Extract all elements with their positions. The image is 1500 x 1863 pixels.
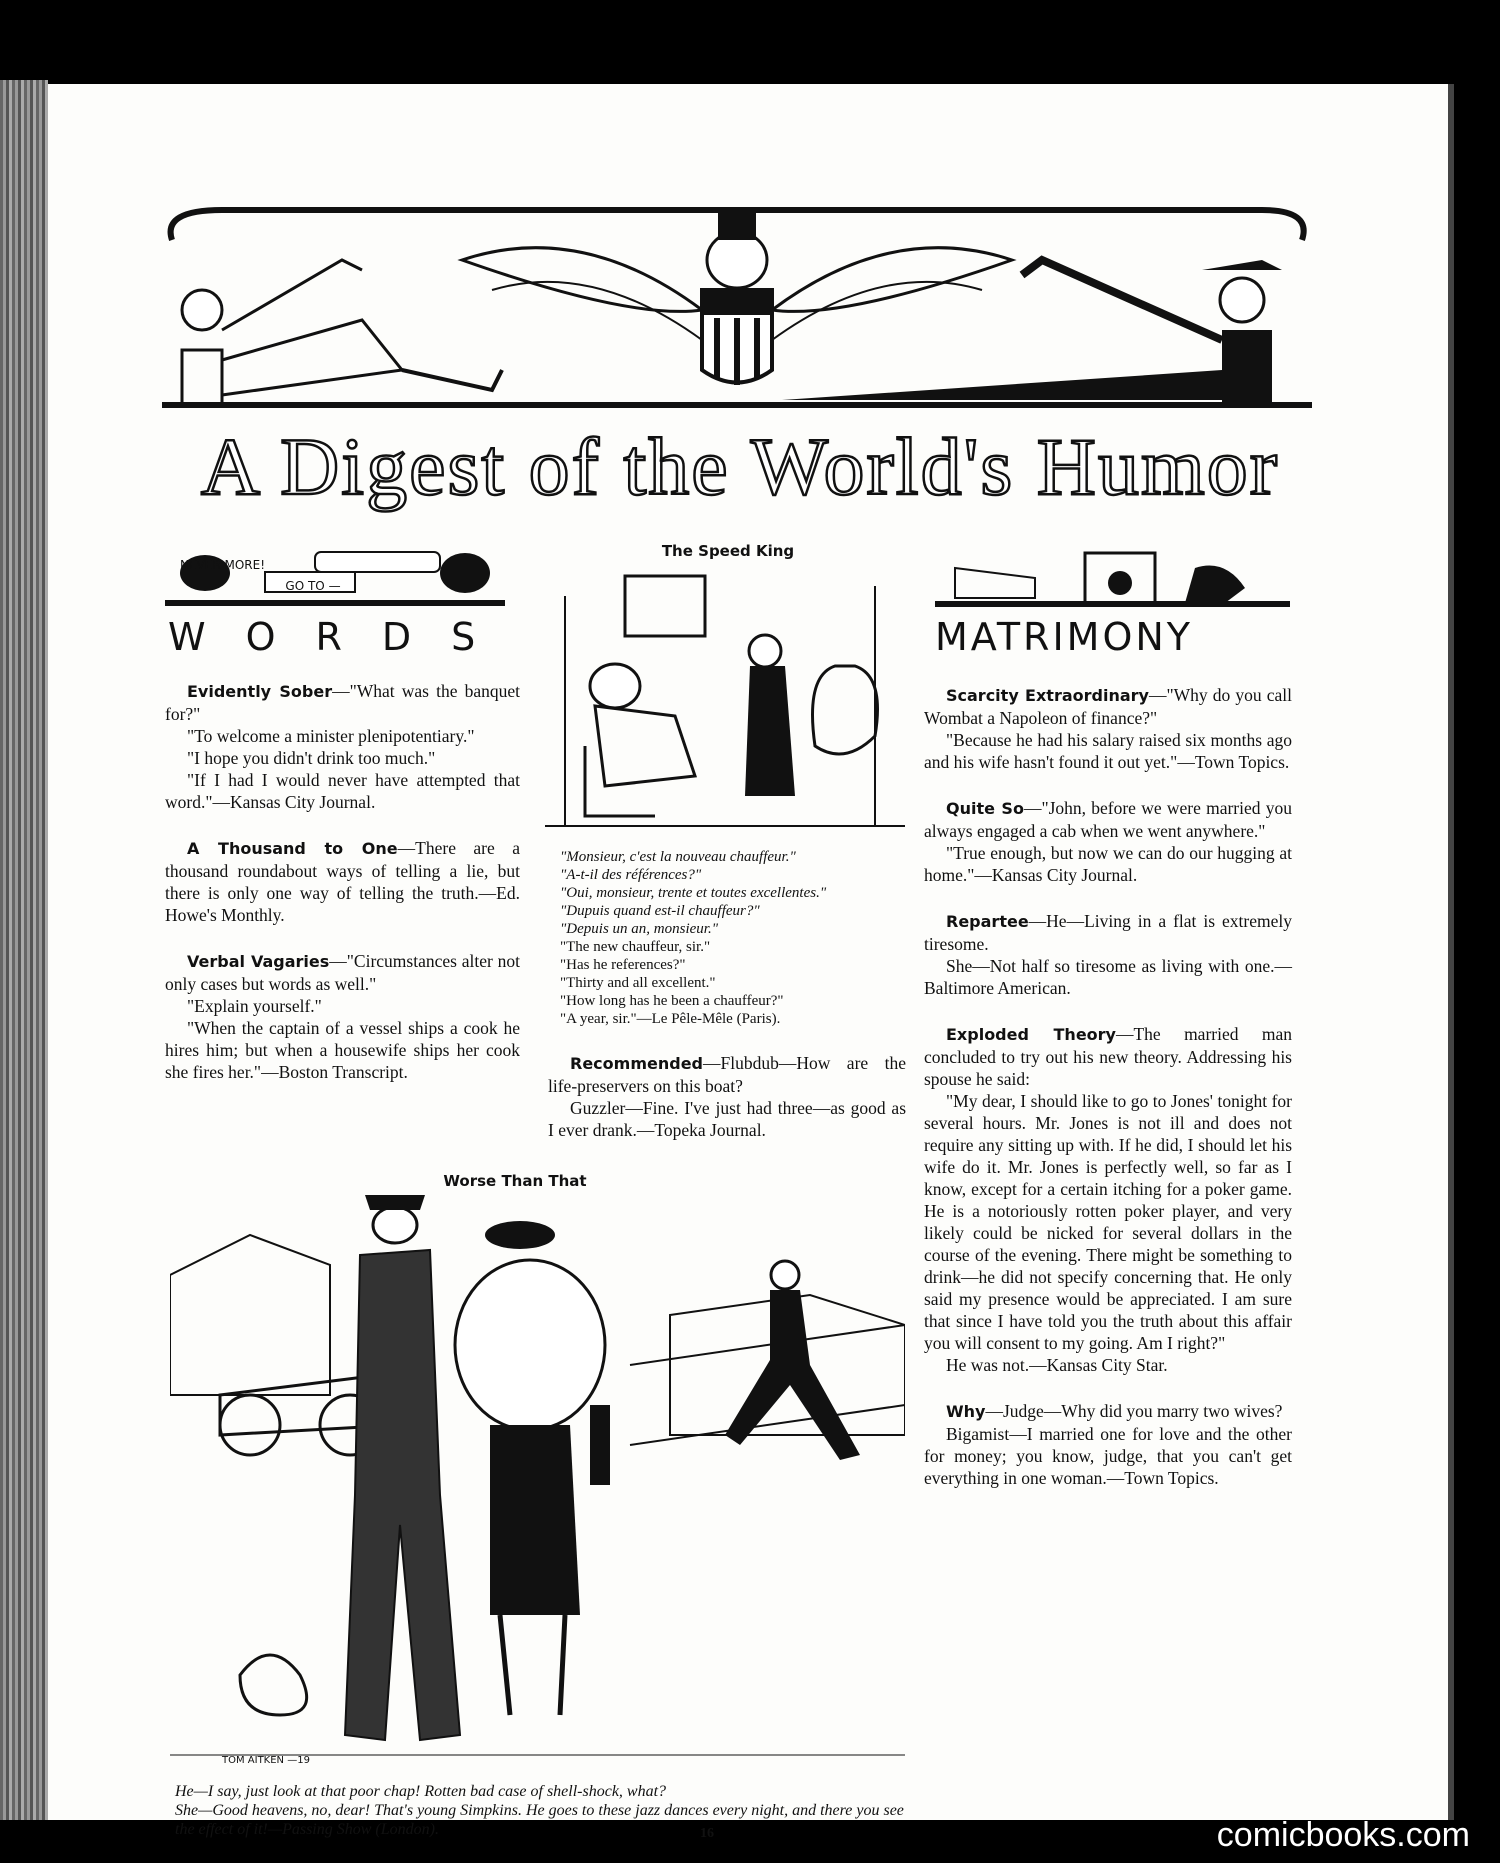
joke-exploded-theory: Exploded Theory—The married man concluded to try out his new theory. Addressing his spouse he said: "My dear, I should like to go to Jones' tonight for several hours. Mr. Jones is not ill and does not require any sitting up with. If he did, I should let his wife do it. Mr. Jones is perfectly well, so far as I know, except for a certain itching for a poker game. He is a notoriously rotten poker player, and very likely could be nicked for several dollars in the course of the evening. There might be something to drink—he did not specify concerning that. He only said my presence would be appreciated. I am sure that since I have told you the truth about this affair you will consent to my going. Am I right?" He was not.—Kansas City Star.: [924, 1024, 1292, 1375]
worse-than-that-cartoon: [170, 1195, 905, 1775]
eagle-banner-illustration: [162, 200, 1312, 415]
speed-king-cartoon: [545, 566, 905, 836]
worse-than-that-caption: He—I say, just look at that poor chap! Rotten bad case of shell-shock, what? She—Good heavens, no, dear! That's young Simpkins. He goes to these jazz dances every night, and there you see the effect of it!—Passing Show (London).: [175, 1783, 904, 1838]
eagle-icon: [162, 200, 1312, 415]
page-edge: [1448, 84, 1454, 1820]
sign-go-to: GO TO —: [285, 579, 341, 593]
cartoon-drawing-icon: [545, 566, 905, 836]
section-title-words: WORDS: [168, 615, 516, 659]
speed-king-column: [548, 848, 906, 1165]
page-number: 16: [700, 1826, 714, 1841]
cartoon-title-worse-than-that: Worse Than That: [443, 1172, 587, 1190]
section-title-matrimony: MATRIMONY: [935, 615, 1193, 659]
joke-thousand-to-one: A Thousand to One—There are a thousand roundabout ways of telling a lie, but there is only one way of telling the truth.—Ed. Howe's Monthly.: [165, 838, 520, 925]
words-column: [165, 680, 520, 1107]
page-title: A Digest of the World's Humor: [200, 421, 1280, 512]
artist-signature: TOM AITKEN —19: [222, 1755, 310, 1766]
joke-repartee: Repartee—He—Living in a flat is extremely tiresome. She—Not half so tiresome as living with one.—Baltimore American.: [924, 911, 1292, 998]
joke-head: Evidently Sober: [187, 682, 333, 701]
joke-scarcity-extraordinary: Scarcity Extraordinary—"Why do you call Wombat a Napoleon of finance?" "Because he had his salary raised six months ago and his wife hasn't found it out yet."—Town Topics.: [924, 685, 1292, 772]
joke-recommended: Recommended—Flubdub—How are the life-preservers on this boat? Guzzler—Fine. I've just had three—as good as I ever drank.—Topeka Journal.: [548, 1053, 906, 1140]
joke-why: Why—Judge—Why did you marry two wives? Bigamist—I married one for love and the other for money; you know, judge, that you can't get everything in one woman.—Town Topics.: [924, 1401, 1292, 1488]
matrimony-column: [924, 684, 1292, 1513]
book-spine: [0, 80, 48, 1820]
joke-verbal-vagaries: Verbal Vagaries—"Circumstances alter not only cases but words as well." "Explain yourself." "When the captain of a vessel ships a cook he hires him; but when a housewife ships her cook she fires her."—Boston Transcript.: [165, 951, 520, 1082]
joke-evidently-sober: Evidently Sober—"What was the banquet for?" "To welcome a minister plenipotentiary." "I hope you didn't drink too much." "If I had I would never have attempted that word."—Kansas City Journal.: [165, 681, 520, 812]
speed-king-dialog: "Monsieur, c'est la nouveau chauffeur." "A-t-il des références?" "Oui, monsieur, trente et toutes excellentes." "Dupuis quand est-il chauffeur?" "Depuis un an, monsieur." "The new chauffeur, sir." "Has he references?" "Thirty and all excellent." "How long has he been a chauffeur?" "A year, sir."—Le Pêle-Mêle (Paris).: [560, 849, 827, 1027]
fireplace-couple-icon: [935, 548, 1290, 608]
sign-never-more: NEVER MORE!: [179, 558, 266, 572]
joke-quite-so: Quite So—"John, before we were married you always engaged a cab when we went anywhere." "True enough, but now we can do our hugging at home."—Kansas City Journal.: [924, 798, 1292, 885]
cartoon-title-speed-king: The Speed King: [661, 542, 795, 560]
watermark: comicbooks.com: [1216, 1816, 1470, 1854]
street-scene-icon: [170, 1195, 905, 1775]
